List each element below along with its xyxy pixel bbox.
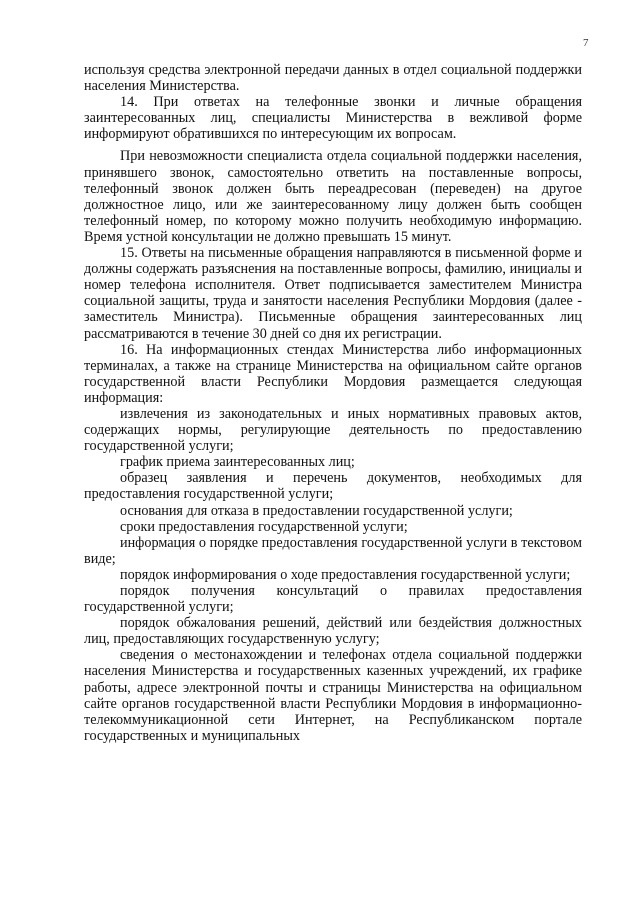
- paragraph-16: 16. На информационных стендах Министерства либо информационных терминалах, а также на странице Министерства на официальном сайте органов государственной власти Республики Мордовия размещается следующая информация:: [84, 341, 582, 406]
- list-item-procedure-info: информация о порядке предоставления государственной услуги в текстовом виде;: [84, 534, 582, 567]
- list-item-location-contacts: сведения о местонахождении и телефонах отдела социальной поддержки населения Министерства и государственных казенных учреждений, их графике работы, адресе электронной почты и страницы Министерства на официальном сайте органов государственной власти Республики Мордовия в информационно-телекоммуникационной сети Интернет, на Республиканском портале государственных и муниципальных: [84, 647, 582, 744]
- paragraph-14: 14. При ответах на телефонные звонки и личные обращения заинтересованных лиц, специалисты Министерства в вежливой форме информируют обратившихся по интересующим их вопросам.: [84, 94, 582, 143]
- list-item-reception-schedule: график приема заинтересованных лиц;: [120, 454, 355, 471]
- page-number: 7: [583, 37, 589, 49]
- paragraph-continuation: используя средства электронной передачи данных в отдел социальной поддержки населения Министерства.: [84, 62, 582, 95]
- paragraph-phone-redirect: При невозможности специалиста отдела социальной поддержки населения, принявшего звонок, самостоятельно ответить на поставленные вопросы, телефонный звонок должен быть переадресован (переведен) на другое должностное лицо, или же заинтересованному лицу должен быть сообщен телефонный номер, по которому можно получить необходимую информацию. Время устной консультации не должно превышать 15 минут.: [84, 148, 582, 245]
- list-item-appeals: порядок обжалования решений, действий или бездействия должностных лиц, предоставляющих государственную услугу;: [84, 615, 582, 648]
- list-item-service-terms: сроки предоставления государственной услуги;: [120, 518, 408, 535]
- paragraph-15: 15. Ответы на письменные обращения направляются в письменной форме и должны содержать разъяснения на поставленные вопросы, фамилию, инициалы и номер телефона исполнителя. Ответ подписывается заместителем Министра социальной защиты, труда и занятости населения Республики Мордовия (далее - заместитель Министра). Письменные обращения заинтересованных лиц рассматриваются в течение 30 дней со дня их регистрации.: [84, 245, 582, 342]
- list-item-refusal-grounds: основания для отказа в предоставлении государственной услуги;: [120, 502, 513, 519]
- list-item-application-sample: образец заявления и перечень документов, необходимых для предоставления государственной услуги;: [84, 470, 582, 503]
- document-body: [84, 62, 582, 744]
- list-item-progress-info: порядок информирования о ходе предоставления государственной услуги;: [120, 566, 571, 583]
- list-item-consultations: порядок получения консультаций о правилах предоставления государственной услуги;: [84, 583, 582, 616]
- list-item-legal-extracts: извлечения из законодательных и иных нормативных правовых актов, содержащих нормы, регулирующие деятельность по предоставлению государственной услуги;: [84, 405, 582, 455]
